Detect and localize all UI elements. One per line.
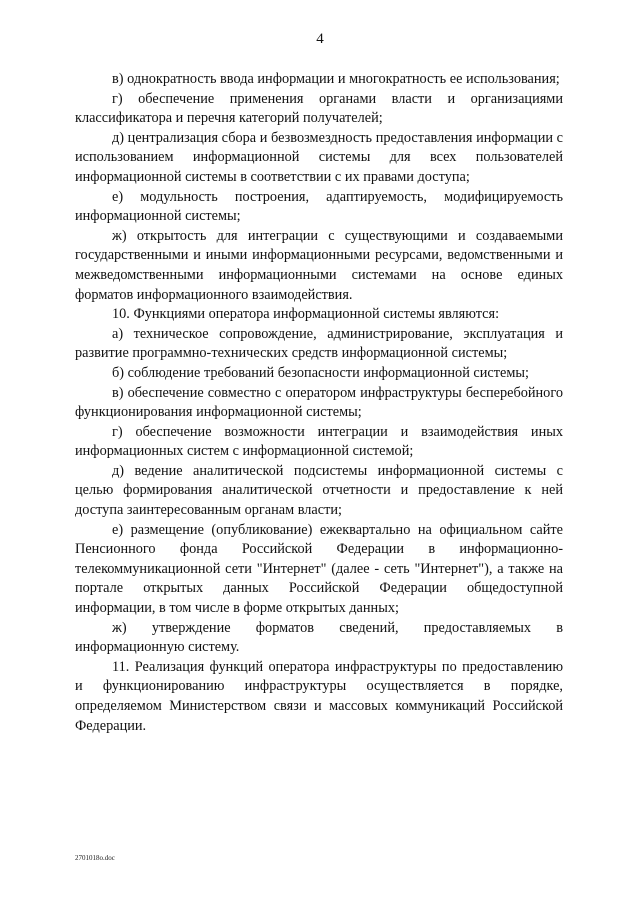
paragraph-g-integration: г) обеспечение возможности интеграции и взаимодействия иных информационных систем с информационной системой; [75, 423, 563, 460]
paragraph-e-publication: е) размещение (опубликование) ежеквартально на официальном сайте Пенсионного фонда Российской Федерации в информационно-телекоммуникационной сети "Интернет" (далее - сеть "Интернет"), а также на портале открытых данных Российской Федерации общедоступной информации, в том числе в форме открытых данных; [75, 521, 563, 617]
footer-document-code: 2701018о.doc [75, 854, 115, 862]
paragraph-v-single-entry: в) однократность ввода информации и многократность ее использования; [112, 71, 560, 87]
page-number: 4 [316, 31, 324, 47]
paragraph-e-modularity: е) модульность построения, адаптируемость, модифицируемость информационной системы; [75, 188, 563, 225]
paragraph-10-operator-functions: 10. Функциями оператора информационной системы являются: [112, 306, 500, 323]
paragraph-d-analytics: д) ведение аналитической подсистемы информационной системы с целью формирования аналитической отчетности и предоставление к ней доступа заинтересованным органам власти; [75, 462, 563, 519]
paragraph-g-classifier: г) обеспечение применения органами власти и организациями классификатора и перечня категорий получателей; [75, 90, 563, 127]
paragraph-v-continuity: в) обеспечение совместно с оператором инфраструктуры бесперебойного функционирования информационной системы; [75, 384, 563, 421]
paragraph-zh-openness: ж) открытость для интеграции с существующими и создаваемыми государственными и иными информационными ресурсами, ведомственными и межведомственными информационными системами на основе единых форматов информационного взаимодействия. [75, 227, 563, 303]
paragraph-b-security: б) соблюдение требований безопасности информационной системы; [112, 364, 529, 381]
paragraph-a-support: а) техническое сопровождение, администрирование, эксплуатация и развитие программно-технических средств информационной системы; [75, 325, 563, 362]
document-body [75, 70, 563, 736]
paragraph-d-centralization: д) централизация сбора и безвозмездность предоставления информации с использованием информационной системы для всех пользователей информационной системы в соответствии с их правами доступа; [75, 129, 563, 185]
paragraph-11-infrastructure: 11. Реализация функций оператора инфраструктуры по предоставлению и функционированию инфраструктуры осуществляется в порядке, определяемом Министерством связи и массовых коммуникаций Российской Федерации. [75, 658, 563, 734]
paragraph-zh-formats: ж) утверждение форматов сведений, предоставляемых в информационную систему. [75, 619, 563, 656]
